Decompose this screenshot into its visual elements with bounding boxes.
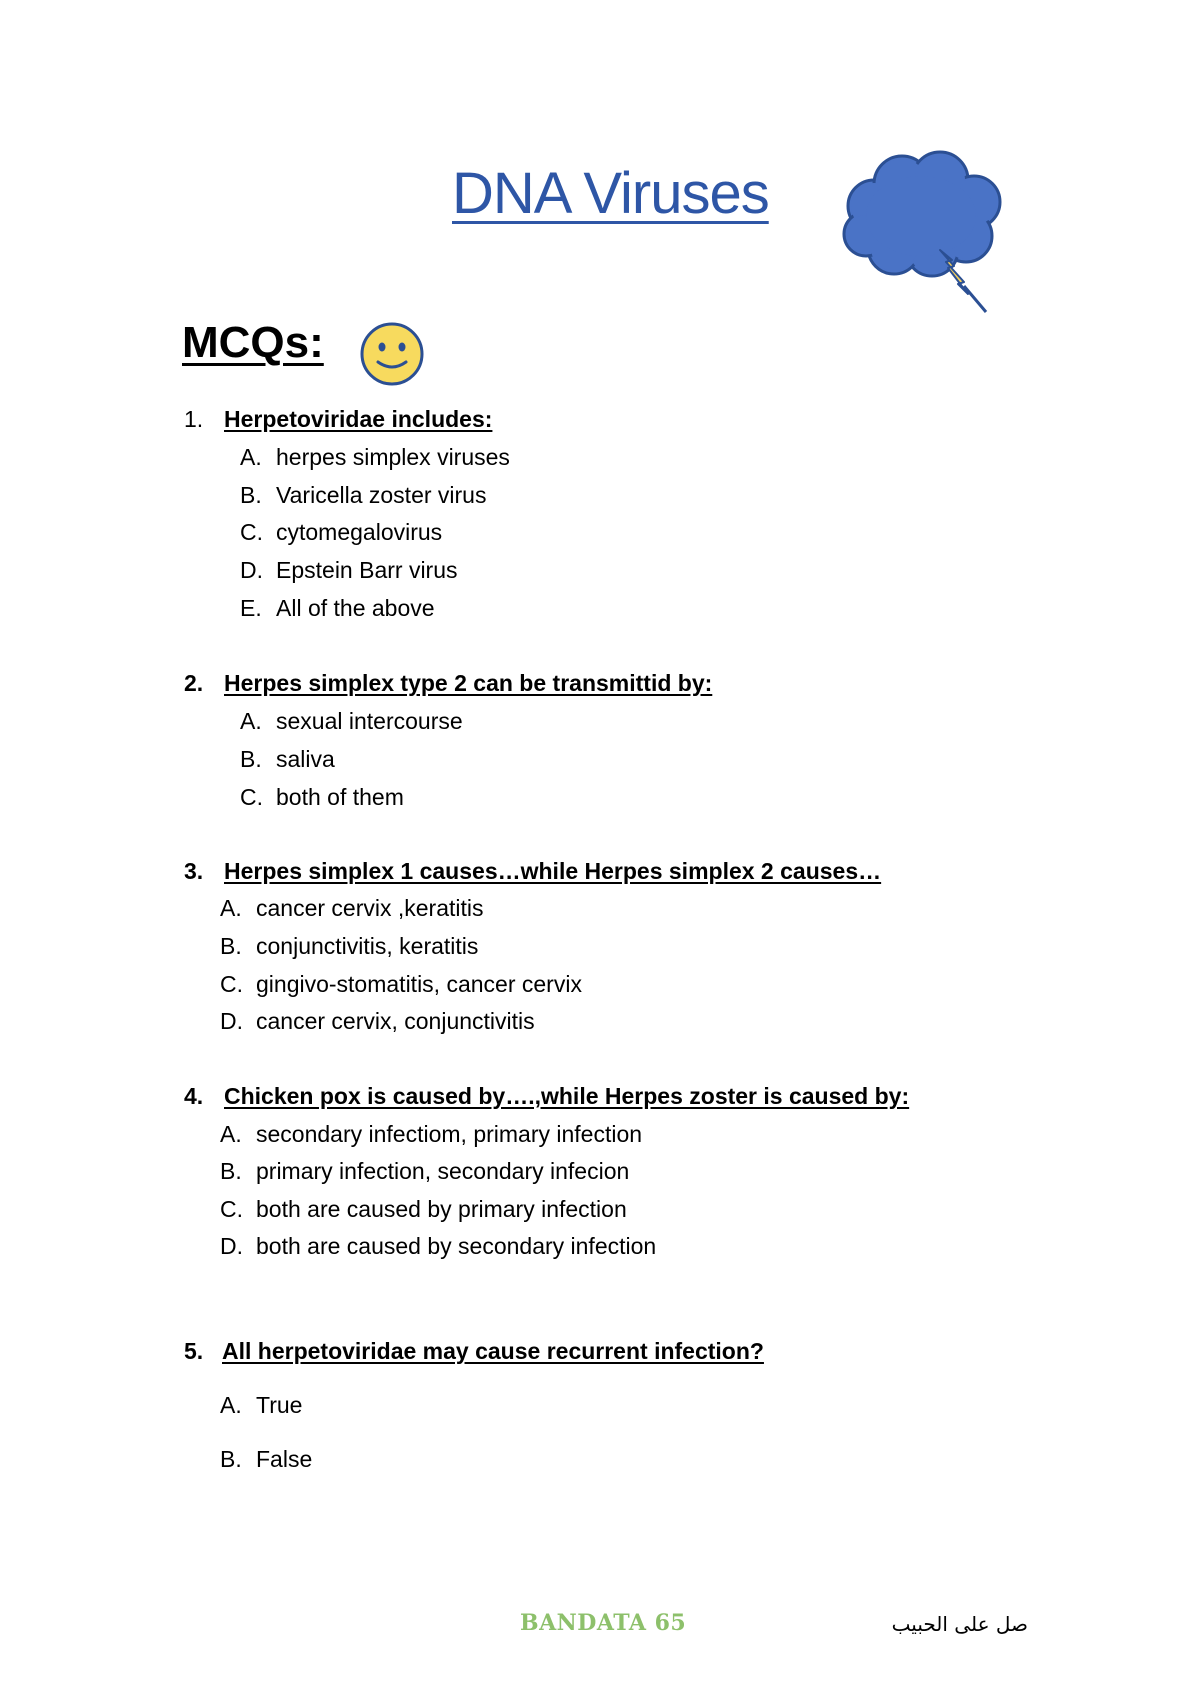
question-text: Herpes simplex type 2 can be transmittid by: <box>224 670 713 696</box>
question-text: All herpetoviridae may cause recurrent infection? <box>222 1338 764 1364</box>
answer-option <box>240 557 458 584</box>
option-letter: C. <box>240 519 263 545</box>
answer-option <box>240 595 435 622</box>
option-text: cytomegalovirus <box>276 519 443 545</box>
option-letter: C. <box>240 784 263 810</box>
answer-option <box>240 482 486 509</box>
option-letter: B. <box>220 1158 242 1184</box>
question-text: Herpetoviridae includes: <box>224 406 493 432</box>
option-text: both are caused by primary infection <box>256 1196 627 1222</box>
option-letter: A. <box>220 895 242 921</box>
option-text: both of them <box>276 784 404 810</box>
answer-option <box>220 895 484 922</box>
page-title: DNA Viruses <box>452 161 769 226</box>
answer-option <box>240 444 510 471</box>
option-letter: E. <box>240 595 262 621</box>
question-number: 3. <box>184 858 204 884</box>
option-letter: A. <box>240 444 262 470</box>
question-text: Herpes simplex 1 causes…while Herpes simplex 2 causes… <box>224 858 882 884</box>
answer-option <box>220 1008 535 1035</box>
option-letter: C. <box>220 971 243 997</box>
section-heading: MCQs: <box>182 318 324 367</box>
answer-option <box>240 708 463 735</box>
option-letter: D. <box>240 557 263 583</box>
answer-option <box>240 784 404 811</box>
answer-option <box>220 1121 642 1148</box>
smiley-face-icon <box>358 320 426 388</box>
question-number: 5. <box>184 1338 204 1364</box>
answer-option <box>220 971 582 998</box>
option-letter: A. <box>220 1121 242 1147</box>
answer-option <box>240 519 442 546</box>
option-letter: A. <box>240 708 262 734</box>
option-text: cancer cervix, conjunctivitis <box>256 1008 535 1034</box>
option-letter: B. <box>240 746 262 772</box>
footer-arabic-text: صل على الحبيب <box>891 1612 1028 1636</box>
option-text: gingivo-stomatitis, cancer cervix <box>256 971 582 997</box>
option-text: conjunctivitis, keratitis <box>256 933 479 959</box>
question-number: 1. <box>184 406 204 432</box>
option-text: All of the above <box>276 595 435 621</box>
answer-option <box>220 1158 629 1185</box>
option-text: Varicella zoster virus <box>276 482 487 508</box>
storm-cloud-icon <box>836 144 1006 314</box>
option-text: cancer cervix ,keratitis <box>256 895 484 921</box>
option-letter: B. <box>220 1446 242 1472</box>
question-text: Chicken pox is caused by….,while Herpes zoster is caused by: <box>224 1083 910 1109</box>
option-letter: A. <box>220 1392 242 1418</box>
option-letter: D. <box>220 1233 243 1259</box>
answer-option <box>220 1233 656 1260</box>
option-letter: D. <box>220 1008 243 1034</box>
footer-batch-label: BANDATA 65 <box>520 1610 687 1636</box>
option-text: herpes simplex viruses <box>276 444 510 470</box>
answer-option <box>220 1446 312 1473</box>
option-text: both are caused by secondary infection <box>256 1233 657 1259</box>
option-text: sexual intercourse <box>276 708 463 734</box>
option-text: True <box>256 1392 303 1418</box>
answer-option <box>240 746 335 773</box>
option-letter: B. <box>220 933 242 959</box>
option-text: primary infection, secondary infecion <box>256 1158 630 1184</box>
option-letter: C. <box>220 1196 243 1222</box>
answer-option <box>220 1392 302 1419</box>
option-text: secondary infectiom, primary infection <box>256 1121 643 1147</box>
option-text: Epstein Barr virus <box>276 557 458 583</box>
answer-option <box>220 933 478 960</box>
option-text: saliva <box>276 746 335 772</box>
option-text: False <box>256 1446 313 1472</box>
option-letter: B. <box>240 482 262 508</box>
answer-option <box>220 1196 627 1223</box>
question-number: 4. <box>184 1083 204 1109</box>
question-number: 2. <box>184 670 204 696</box>
